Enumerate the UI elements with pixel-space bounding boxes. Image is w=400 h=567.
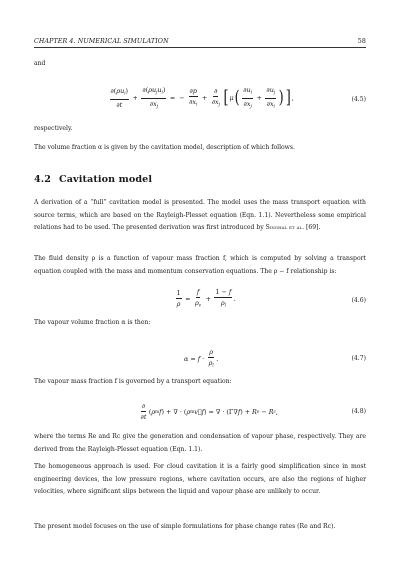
intro-ref: [69]. (306, 224, 321, 232)
chapter-title: CHAPTER 4. NUMERICAL SIMULATION (34, 38, 169, 45)
page-number: 58 (357, 38, 366, 45)
equation-4-5 (34, 86, 366, 116)
equation-number-4-6: (4.6) (351, 297, 366, 304)
paragraph-vapour-volume: The vapour volume fraction α is then: (34, 319, 151, 326)
paragraph-present: The present model focuses on the use of simple formulations for phase change rates (Re and Rc). (34, 523, 336, 530)
equation-4-7-body: α = f · $\frac{\rho}{\rho_l}$ . (184, 348, 219, 368)
paragraph-respectively: respectively. (34, 125, 73, 132)
paragraph-density: The fluid density ρ is a function of vapour mass fraction f, which is computed by solving a transport equation coupled with the mass and momentum conservation equations. The ρ − f relationship is: (34, 255, 366, 275)
header-rule (34, 47, 366, 48)
intro-text: A derivation of a “full” cavitation model is presented. The model uses the mass transport equation with source terms, which are based on the Rayleigh-Plesset equation (Eqn. 1.1). Nevertheless some empirical relations had to be used. The presented derivation was first introduced by (34, 199, 366, 232)
section-title: Cavitation model (59, 174, 153, 185)
paragraph-volume-fraction: The volume fraction α is given by the cavitation model, description of which follows. (34, 144, 295, 151)
paragraph-and: and (34, 60, 46, 67)
intro-author: Singhal et al. (265, 224, 305, 232)
paragraph-where: where the terms Re and Rc give the generation and condensation of vapour phase, respectively. They are derived from the Rayleigh-Plesset equation (Eqn. 1.1). (34, 433, 366, 453)
equation-number-4-7: (4.7) (351, 355, 366, 362)
equation-4-6-body: $\frac{1}{\rho}$ = $\frac{f}{\rho_v}$ + $\frac{1 - f}{\rho_l}$ . (176, 288, 236, 309)
paragraph-homogeneous: The homogeneous approach is used. For cloud cavitation it is a fairly good simplification since in most engineering devices, the low pressure regions, where cavitation occurs, are also the regions of higher velocities, where significant slips between the liquid and vapour phase are unlikely to occur. (34, 463, 366, 496)
section-heading (34, 174, 152, 185)
equation-number-4-8: (4.8) (351, 408, 366, 415)
equation-4-5-body: $\frac{\partial(\rho u_i)}{\partial t}$ + $\frac{\partial(\rho u_ju_i)}{\partial x_j}$ = − $\frac{\partial p}{\partial x_i}$ + $\frac{\partial}{\partial x_j}$ [ μ ( $\frac{\partial u_i}{\partial x_j}$ + $\frac{\partial u_j}{\partial x_i}$ ) ] , (110, 86, 294, 109)
equation-number-4-5: (4.5) (351, 96, 366, 103)
section-number: 4.2 (34, 174, 51, 185)
equation-4-6 (34, 288, 366, 316)
running-header (34, 38, 366, 45)
equation-4-8-body: $\frac{\partial}{\partial t}$ ( ρ m f ) + ∇ · ( ρ m v⃗f ) = ∇ · (Γ∇ f ) + R e − R c , (140, 402, 278, 421)
paragraph-vapour-mass: The vapour mass fraction f is governed by a transport equation: (34, 378, 232, 385)
paragraph-intro (34, 197, 366, 235)
equation-4-7 (34, 348, 366, 372)
equation-4-8 (34, 402, 366, 426)
